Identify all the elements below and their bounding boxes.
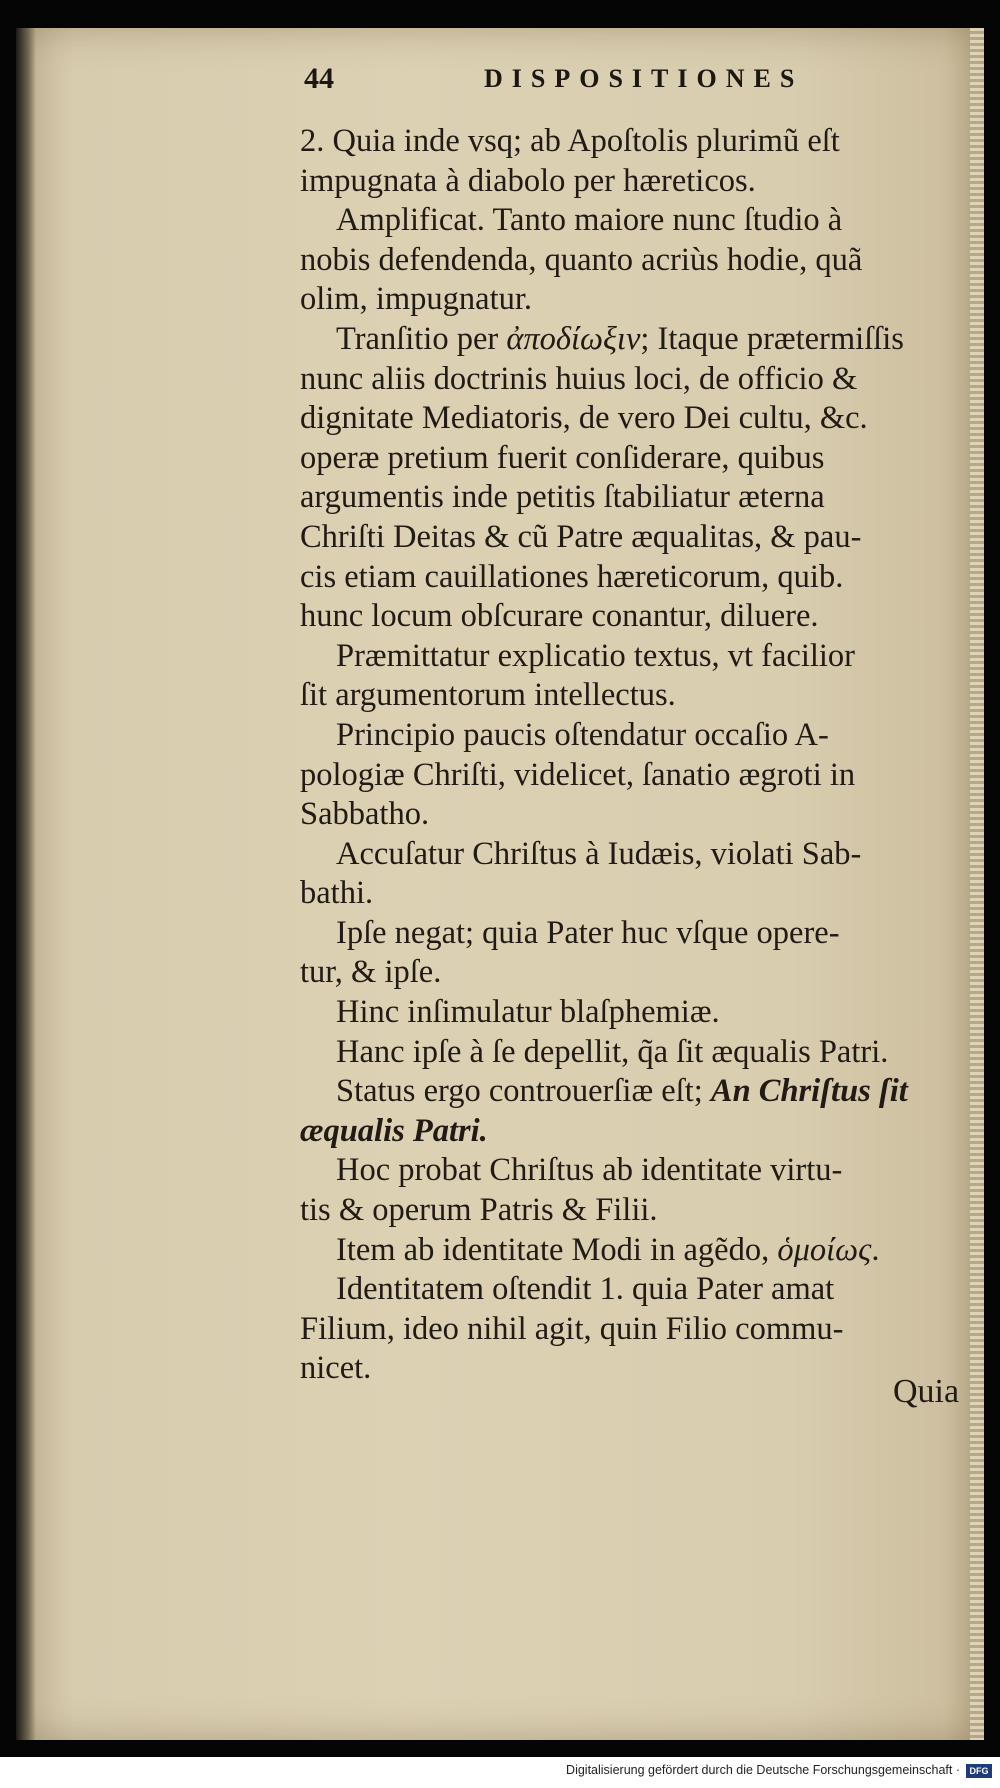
text-segment: tis & operum Patris & Filii. xyxy=(300,1192,658,1229)
text-segment: nobis defendenda, quanto acriùs hodie, quã xyxy=(300,241,863,278)
text-segment: Identitatem oſtendit 1. quia Pater amat xyxy=(336,1271,835,1308)
text-line xyxy=(300,1231,970,1271)
text-line xyxy=(300,478,970,518)
page-edge-stack xyxy=(970,28,984,1740)
text-line xyxy=(300,280,970,320)
text-segment: Tranſitio per xyxy=(336,320,507,357)
text-line xyxy=(300,914,970,954)
text-segment: tur, & ipſe. xyxy=(300,954,442,991)
text-line xyxy=(300,637,970,677)
text-segment: bathi. xyxy=(300,875,374,912)
text-line xyxy=(300,1191,970,1231)
text-segment: operæ pretium fuerit conſiderare, quibus xyxy=(300,439,825,476)
text-segment: Hoc probat Chriſtus ab identitate virtu- xyxy=(336,1152,843,1189)
greek-word: ἀποδίωξιν xyxy=(506,320,641,357)
text-line xyxy=(300,1310,970,1350)
text-segment: Principio paucis oſtendatur occaſio A- xyxy=(336,716,829,753)
text-segment: nunc aliis doctrinis huius loci, de officio & xyxy=(300,360,858,397)
text-line xyxy=(300,162,970,202)
text-segment: 2. Quia inde vsq; ab Apoſtolis plurimũ eſt xyxy=(300,123,840,159)
body-text xyxy=(300,122,970,1389)
text-segment: Accuſatur Chriſtus à Iudæis, violati Sab- xyxy=(336,835,862,872)
text-segment: æqualis Patri. xyxy=(300,1112,488,1149)
text-segment: hunc locum obſcurare conantur, diluere. xyxy=(300,598,819,635)
text-line xyxy=(300,953,970,993)
page-number: 44 xyxy=(304,62,334,95)
text-segment: Ipſe negat; quia Pater huc vſque opere- xyxy=(336,914,840,951)
text-segment: Status ergo controuerſiæ eſt; xyxy=(336,1073,711,1110)
text-segment: nicet. xyxy=(300,1350,372,1387)
text-segment: ſit argumentorum intellectus. xyxy=(300,677,676,714)
text-segment: Hinc inſimulatur blaſphemiæ. xyxy=(336,994,720,1031)
text-line xyxy=(300,1270,970,1310)
text-line xyxy=(300,835,970,875)
text-line xyxy=(300,241,970,281)
text-segment: Item ab identitate Modi in agẽdo, xyxy=(336,1231,778,1268)
text-segment: An Chriſtus ſit xyxy=(710,1073,908,1110)
page-header xyxy=(304,62,934,106)
text-line xyxy=(300,993,970,1033)
text-segment: Hanc ipſe à ſe depellit, q̃a ſit æqualis Patri. xyxy=(336,1033,889,1070)
text-segment: Filium, ideo nihil agit, quin Filio commu- xyxy=(300,1310,844,1347)
text-line xyxy=(300,1112,970,1152)
text-segment: ; Itaque prætermiſſis xyxy=(640,320,904,357)
text-segment: dignitate Mediatoris, de vero Dei cultu, &c. xyxy=(300,400,868,437)
dfg-logo: DFG xyxy=(966,1764,992,1778)
text-line xyxy=(300,1072,970,1112)
text-line xyxy=(300,1151,970,1191)
catchword: Quia xyxy=(893,1373,960,1410)
greek-word: ὁμοίως xyxy=(777,1231,872,1268)
text-line xyxy=(300,716,970,756)
text-line xyxy=(300,795,970,835)
text-line xyxy=(300,676,970,716)
text-line xyxy=(300,874,970,914)
running-head: DISPOSITIONES xyxy=(484,64,804,93)
text-segment: olim, impugnatur. xyxy=(300,281,533,318)
text-line xyxy=(300,439,970,479)
text-segment: cis etiam cauillationes hæreticorum, quib. xyxy=(300,558,844,595)
page-gutter-shadow xyxy=(16,28,36,1740)
footer-bar xyxy=(0,1757,1000,1788)
text-line xyxy=(300,558,970,598)
text-line xyxy=(300,1349,970,1389)
text-line xyxy=(300,597,970,637)
funding-credit: Digitalisierung gefördert durch die Deutsche Forschungsgemeinschaft · xyxy=(566,1763,960,1777)
text-segment: . xyxy=(871,1231,880,1268)
text-line xyxy=(300,399,970,439)
text-line xyxy=(300,756,970,796)
text-segment: pologiæ Chriſti, videlicet, ſanatio ægroti in xyxy=(300,756,856,793)
text-line xyxy=(300,360,970,400)
text-line xyxy=(300,1033,970,1073)
text-line xyxy=(300,320,970,360)
text-line xyxy=(300,201,970,241)
text-segment: argumentis inde petitis ſtabiliatur æterna xyxy=(300,479,825,516)
text-segment: impugnata à diabolo per hæreticos. xyxy=(300,162,756,199)
text-segment: Amplificat. Tanto maiore nunc ſtudio à xyxy=(336,202,843,239)
text-segment: Sabbatho. xyxy=(300,796,430,833)
text-segment: Præmittatur explicatio textus, vt facilior xyxy=(336,637,855,674)
text-segment: Chriſti Deitas & cũ Patre æqualitas, & pau- xyxy=(300,518,862,555)
text-line xyxy=(300,122,970,162)
text-line xyxy=(300,518,970,558)
